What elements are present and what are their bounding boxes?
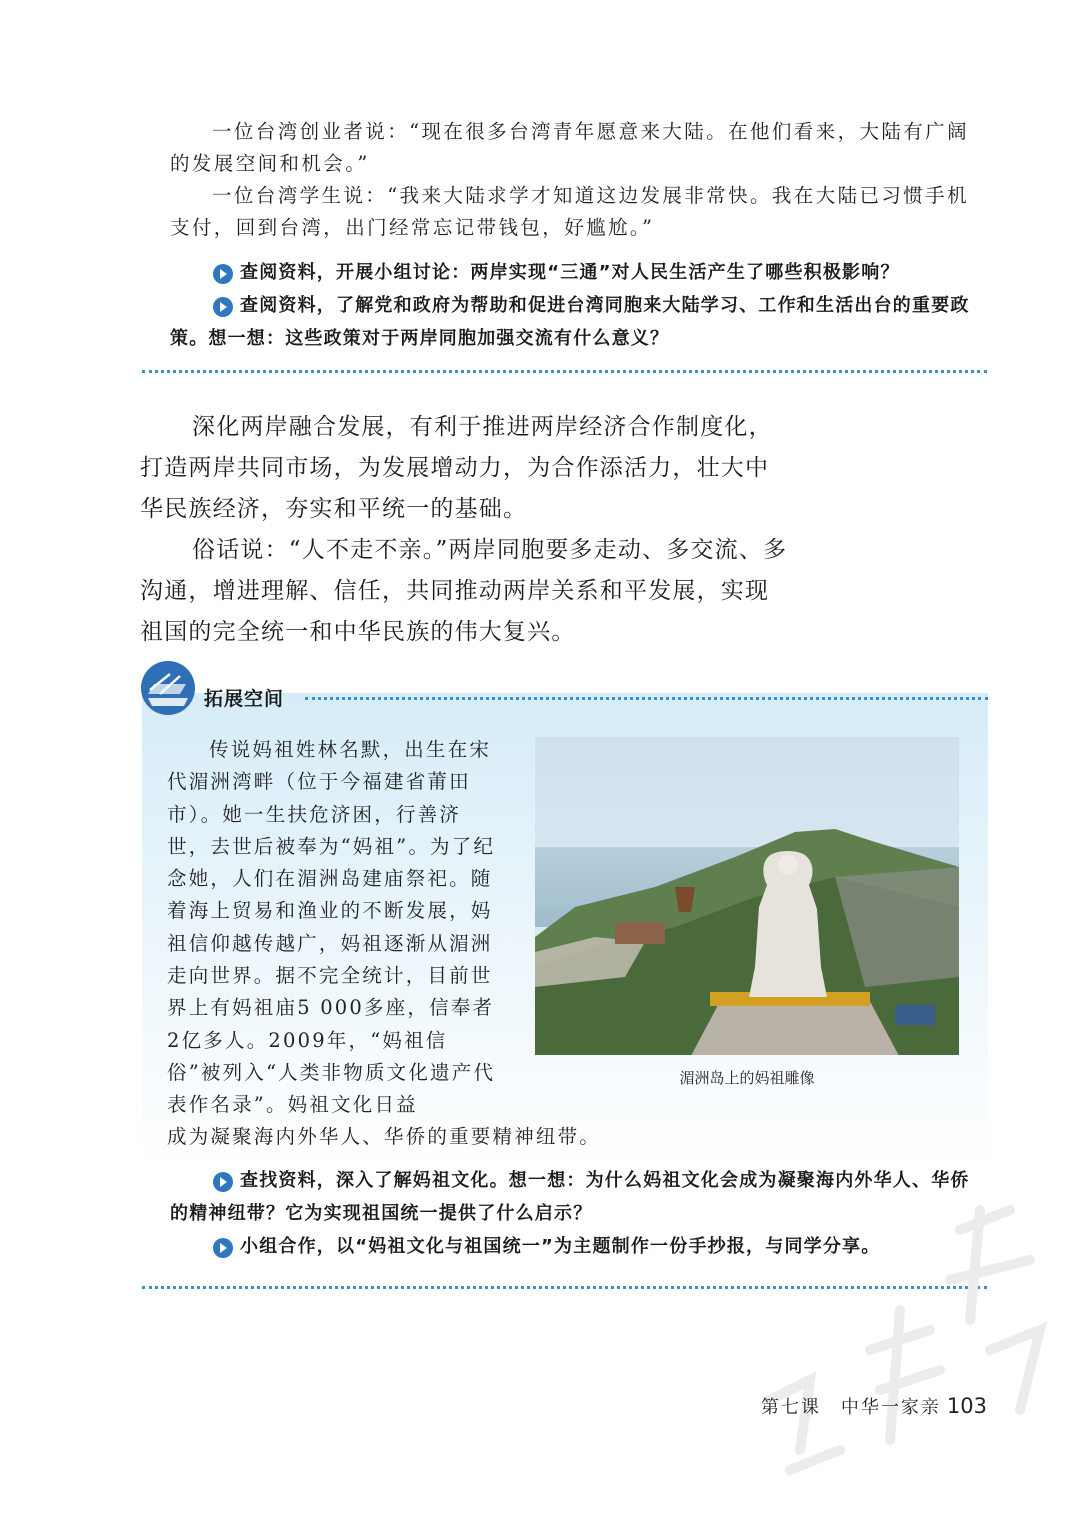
lesson-title: 第七课 中华一家亲 — [760, 1397, 941, 1418]
quote-student: 一位台湾学生说：“我来大陆求学才知道这边发展非常快。我在大陆已习惯手机支付，回到台湾，出门经常忘记带钱包，好尴尬。” — [170, 184, 969, 239]
task-top-2 — [170, 289, 970, 355]
extension-title: 拓展空间 — [204, 688, 285, 710]
arrow-bullet-icon — [212, 1171, 234, 1193]
task-top-1-text: 查阅资料，开展小组讨论：两岸实现“三通”对人民生活产生了哪些积极影响？ — [240, 262, 900, 283]
dotted-divider — [142, 370, 987, 373]
dotted-divider — [305, 697, 988, 700]
extension-icon — [140, 660, 196, 716]
task-top-1 — [170, 256, 970, 289]
arrow-bullet-icon — [212, 1237, 234, 1259]
task-bottom-1-text: 查找资料，深入了解妈祖文化。想一想：为什么妈祖文化会成为凝聚海内外华人、华侨的精神纽带？它为实现祖国统一提供了什么启示？ — [170, 1170, 970, 1224]
arrow-bullet-icon — [212, 263, 234, 285]
photo-caption: 湄洲岛上的妈祖雕像 — [679, 1069, 815, 1087]
extension-text-end: 成为凝聚海内外华人、华侨的重要精神纽带。 — [167, 1125, 602, 1148]
watermark-graphic — [730, 1150, 1060, 1510]
mazu-statue-photo — [535, 737, 959, 1055]
body-paragraph: 俗话说：“人不走不亲。”两岸同胞要多走动、多交流、多沟通，增进理解、信任，共同推动两岸关系和平发展，实现祖国的完全统一和中华民族的伟大复兴。 — [140, 537, 788, 645]
extension-text: 传说妈祖姓林名默，出生在宋代湄洲湾畔（位于今福建省莆田市）。她一生扶危济困，行善济世，去世后被奉为“妈祖”。为了纪念她，人们在湄洲岛建庙祭祀。随着海上贸易和渔业的不断发展，妈祖信仰越传越广，妈祖逐渐从湄洲走向世界。据不完全统计，目前世界上有妈祖庙5 000多座，信奉者2亿多人。2009年，“妈祖信俗”被列入“人类非物质文化遗产代表作名录”。妈祖文化日益 — [167, 738, 496, 1117]
quote-entrepreneur: 一位台湾创业者说：“现在很多台湾青年愿意来大陆。在他们看来，大陆有广阔的发展空间和机会。” — [170, 120, 969, 175]
task-top-2-text: 查阅资料，了解党和政府为帮助和促进台湾同胞来大陆学习、工作和生活出台的重要政策。想一想：这些政策对于两岸同胞加强交流有什么意义？ — [170, 295, 970, 349]
arrow-bullet-icon — [212, 296, 234, 318]
body-paragraph: 深化两岸融合发展，有利于推进两岸经济合作制度化，打造两岸共同市场，为发展增动力，为合作添活力，壮大中华民族经济，夯实和平统一的基础。 — [140, 414, 773, 522]
page-footer — [761, 1393, 987, 1419]
page-number: 103 — [946, 1394, 987, 1418]
body-section — [140, 407, 790, 653]
task-bottom-2-text: 小组合作，以“妈祖文化与祖国统一”为主题制作一份手抄报，与同学分享。 — [240, 1236, 881, 1257]
